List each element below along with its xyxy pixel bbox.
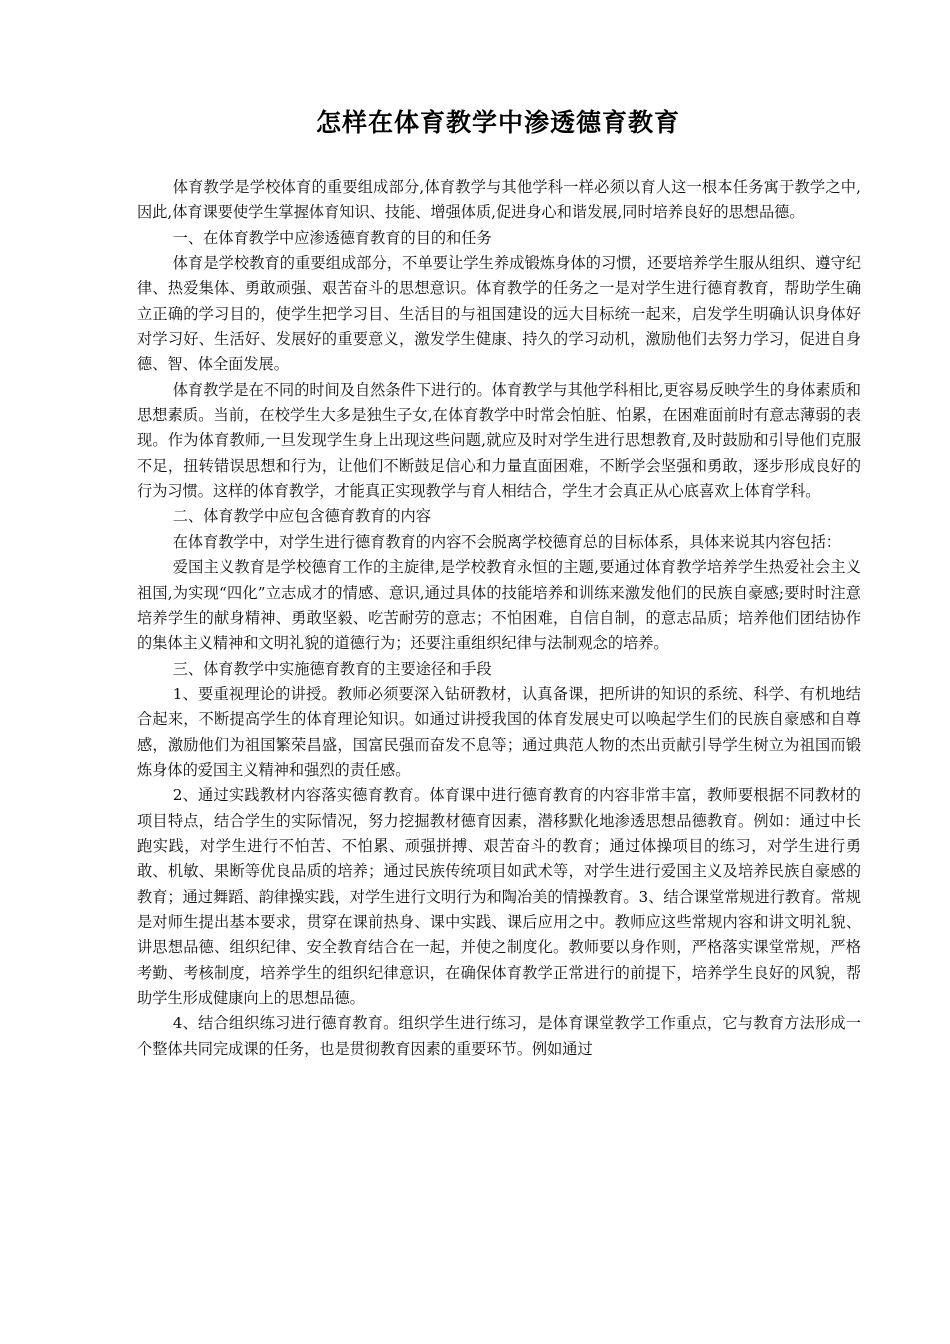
document-title: 怎样在体育教学中渗透德育教育 bbox=[315, 108, 680, 137]
paragraph: 爱国主义教育是学校德育工作的主旋律,是学校教育永恒的主题,要通过体育教学培养学生热爱社会主义祖国,为实现“四化”立志成才的情感、意识,通过具体的技能培养和训练来激发他们的民族自豪感;要时时注意培养学生的献身精神、勇敢坚毅、吃苦耐劳的意志；不怕困难，自信自制，的意志品质；培养他们团结协作的集体主义精神和文明礼貌的道德行为；还要注重组织纪律与法制观念的培养。 bbox=[137, 558, 861, 653]
paragraph: 1、要重视理论的讲授。教师必须要深入钻研教材，认真备课，把所讲的知识的系统、科学、有机地结合起来，不断提高学生的体育理论知识。如通过讲授我国的体育发展史可以唤起学生们的民族自豪感和自尊感，激励他们为祖国繁荣昌盛，国富民强而奋发不息等；通过典范人物的杰出贡献引导学生树立为祖国而锻炼身体的爱国主义精神和强烈的责任感。 bbox=[137, 684, 861, 779]
section-heading-1: 一、在体育教学中应渗透德育教育的目的和任务 bbox=[172, 228, 492, 247]
paragraph: 2、通过实践教材内容落实德育教育。体育课中进行德育教育的内容非常丰富，教师要根据不同教材的项目特点，结合学生的实际情况，努力挖掘教材德育因素，潜移默化地渗透思想品德教育。例如：通过中长跑实践，对学生进行不怕苦、不怕累、顽强拼搏、艰苦奋斗的教育；通过体操项目的练习，对学生进行勇敢、机敏、果断等优良品质的培养；通过民族传统项目如武术等，对学生进行爱国主义及培养民族自豪感的教育；通过舞蹈、韵律操实践，对学生进行文明行为和陶冶美的情操教育。3、结合课堂常规进行教育。常规是对师生提出基本要求，贯穿在课前热身、课中实践、课后应用之中。教师应这些常规内容和讲文明礼貌、讲思想品德、组织纪律、安全教育结合在一起，并使之制度化。教师要以身作则，严格落实课堂常规，严格考勤、考核制度，培养学生的组织纪律意识，在确保体育教学正常进行的前提下，培养学生良好的风貌，帮助学生形成健康向上的思想品德。 bbox=[137, 786, 861, 1007]
section-heading-3: 三、体育教学中实施德育教育的主要途径和手段 bbox=[172, 659, 492, 678]
paragraph: 4、结合组织练习进行德育教育。组织学生进行练习，是体育课堂教学工作重点，它与教育方法形成一个整体共同完成课的任务，也是贯彻教育因素的重要环节。例如通过 bbox=[137, 1014, 861, 1058]
paragraph: 体育教学是在不同的时间及自然条件下进行的。体育教学与其他学科相比,更容易反映学生的身体素质和思想素质。当前，在校学生大多是独生子女,在体育教学中时常会怕脏、怕累，在困难面前时有意志薄弱的表现。作为体育教师,一旦发现学生身上出现这些问题,就应及时对学生进行思想教育,及时鼓励和引导他们克服不足，扭转错误思想和行为，让他们不断鼓足信心和力量直面困难，不断学会坚强和勇敢，逐步形成良好的行为习惯。这样的体育教学，才能真正实现教学与育人相结合，学生才会真正从心底喜欢上体育学科。 bbox=[137, 380, 861, 501]
paragraph: 在体育教学中，对学生进行德育教育的内容不会脱离学校德育总的目标体系，具体来说其内容包括： bbox=[172, 532, 841, 551]
document-body bbox=[137, 175, 861, 1062]
paragraph: 体育是学校教育的重要组成部分，不单要让学生养成锻炼身体的习惯，还要培养学生服从组织、遵守纪律、热爱集体、勇敢顽强、艰苦奋斗的思想意识。体育教学的任务之一是对学生进行德育教育，帮助学生确立正确的学习目的，使学生把学习目、生活目的与祖国建设的远大目标统一起来，启发学生明确认识身体好对学习好、生活好、发展好的重要意义，激发学生健康、持久的学习动机，激励他们去努力学习，促进自身德、智、体全面发展。 bbox=[137, 254, 861, 374]
paragraph-intro: 体育教学是学校体育的重要组成部分,体育教学与其他学科一样必须以育人这一根本任务寓于教学之中,因此,体育课要使学生掌握体育知识、技能、增强体质,促进身心和谐发展,同时培养良好的思想品德。 bbox=[137, 178, 861, 222]
section-heading-2: 二、体育教学中应包含德育教育的内容 bbox=[172, 507, 431, 526]
